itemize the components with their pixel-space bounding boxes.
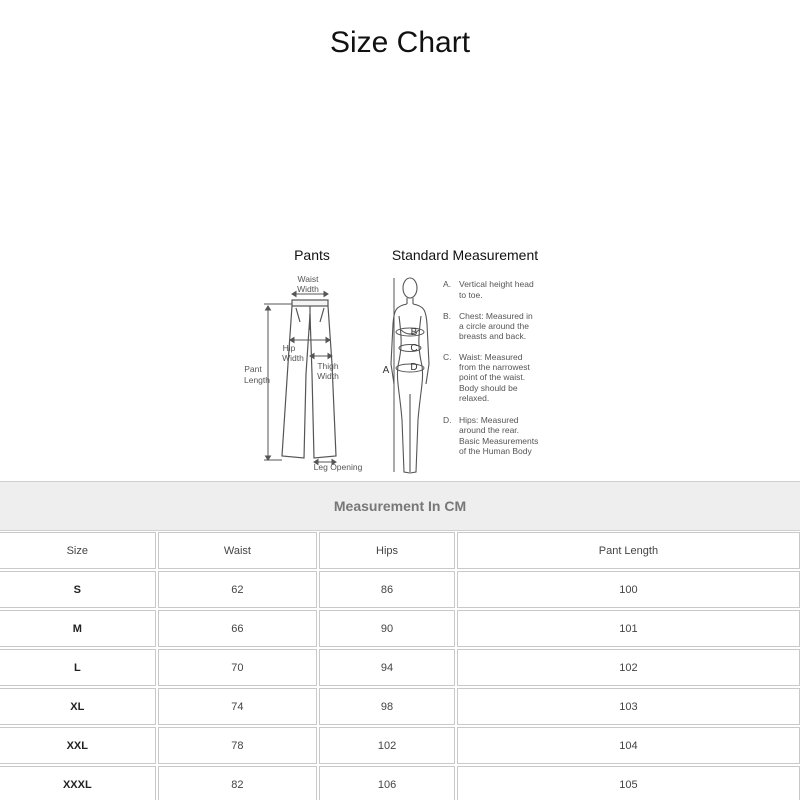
note-a-line-2: to toe. — [459, 290, 483, 300]
point-a: A — [382, 365, 390, 376]
measurement-diagram — [236, 244, 566, 480]
pant-length-cell: 105 — [457, 766, 800, 800]
note-d-line-2: around the rear. — [459, 425, 520, 435]
note-a-label: A. — [443, 279, 452, 289]
header-waist: Waist — [158, 532, 318, 569]
size-table — [0, 481, 800, 800]
table-row — [0, 727, 800, 764]
hips-cell: 106 — [319, 766, 455, 800]
note-d-line-4: of the Human Body — [459, 446, 532, 456]
thigh-width-label-2: Width — [317, 371, 339, 381]
table-row — [0, 688, 800, 725]
note-b-line-1: Chest: Measured in — [459, 311, 533, 321]
hips-cell: 86 — [319, 571, 455, 608]
note-d-label: D. — [443, 415, 452, 425]
size-cell: L — [0, 649, 156, 686]
measurement-diagram-svg — [236, 244, 566, 480]
pant-length-cell: 103 — [457, 688, 800, 725]
pant-length-cell: 100 — [457, 571, 800, 608]
thigh-width-arrow — [310, 354, 332, 359]
note-c-line-3: point of the waist. — [459, 372, 526, 382]
note-c-line-2: from the narrowest — [459, 362, 530, 372]
pant-length-cell: 104 — [457, 727, 800, 764]
point-c: C — [410, 343, 418, 354]
note-c-line-4: Body should be — [459, 383, 518, 393]
hips-cell: 102 — [319, 727, 455, 764]
waist-cell: 62 — [158, 571, 318, 608]
point-d: D — [410, 362, 418, 373]
table-header-row — [0, 532, 800, 569]
waist-cell: 82 — [158, 766, 318, 800]
table-caption: Measurement In CM — [0, 481, 800, 531]
size-cell: XXXL — [0, 766, 156, 800]
note-c-label: C. — [443, 352, 452, 362]
waist-width-label-2: Width — [297, 284, 319, 294]
pant-length-cell: 102 — [457, 649, 800, 686]
thigh-width-label-1: Thigh — [317, 361, 339, 371]
hip-width-label-2: Width — [282, 353, 304, 363]
table-row — [0, 766, 800, 800]
pant-length-label-2: Length — [244, 375, 270, 385]
header-hips: Hips — [319, 532, 455, 569]
pant-length-cell: 101 — [457, 610, 800, 647]
hip-width-arrow — [290, 338, 330, 343]
point-b: B — [410, 327, 418, 338]
pant-length-label-1: Pant — [244, 364, 262, 374]
hips-cell: 90 — [319, 610, 455, 647]
hips-cell: 94 — [319, 649, 455, 686]
measurement-notes — [443, 279, 538, 456]
pants-heading: Pants — [294, 247, 330, 263]
hips-cell: 98 — [319, 688, 455, 725]
note-d-line-3: Basic Measurements — [459, 436, 539, 446]
size-cell: S — [0, 571, 156, 608]
hip-width-label-1: Hip — [282, 343, 296, 353]
size-cell: XXL — [0, 727, 156, 764]
header-size: Size — [0, 532, 156, 569]
leg-opening-label: Leg Opening — [313, 462, 363, 472]
note-c-line-5: relaxed. — [459, 393, 490, 403]
note-a-line-1: Vertical height head — [459, 279, 534, 289]
table-row — [0, 610, 800, 647]
table-row — [0, 571, 800, 608]
waist-cell: 78 — [158, 727, 318, 764]
table-row — [0, 649, 800, 686]
header-pant-length: Pant Length — [457, 532, 800, 569]
size-cell: XL — [0, 688, 156, 725]
note-b-label: B. — [443, 311, 452, 321]
note-b-line-3: breasts and back. — [459, 331, 527, 341]
size-cell: M — [0, 610, 156, 647]
standard-measurement-heading: Standard Measurement — [391, 247, 539, 263]
waist-cell: 70 — [158, 649, 318, 686]
note-c-line-1: Waist: Measured — [459, 352, 523, 362]
human-body-illustration — [391, 278, 429, 473]
note-d-line-1: Hips: Measured — [459, 415, 519, 425]
note-b-line-2: a circle around the — [459, 321, 529, 331]
waist-cell: 66 — [158, 610, 318, 647]
waist-width-label-1: Waist — [297, 274, 319, 284]
page-title: Size Chart — [329, 26, 471, 59]
waist-cell: 74 — [158, 688, 318, 725]
